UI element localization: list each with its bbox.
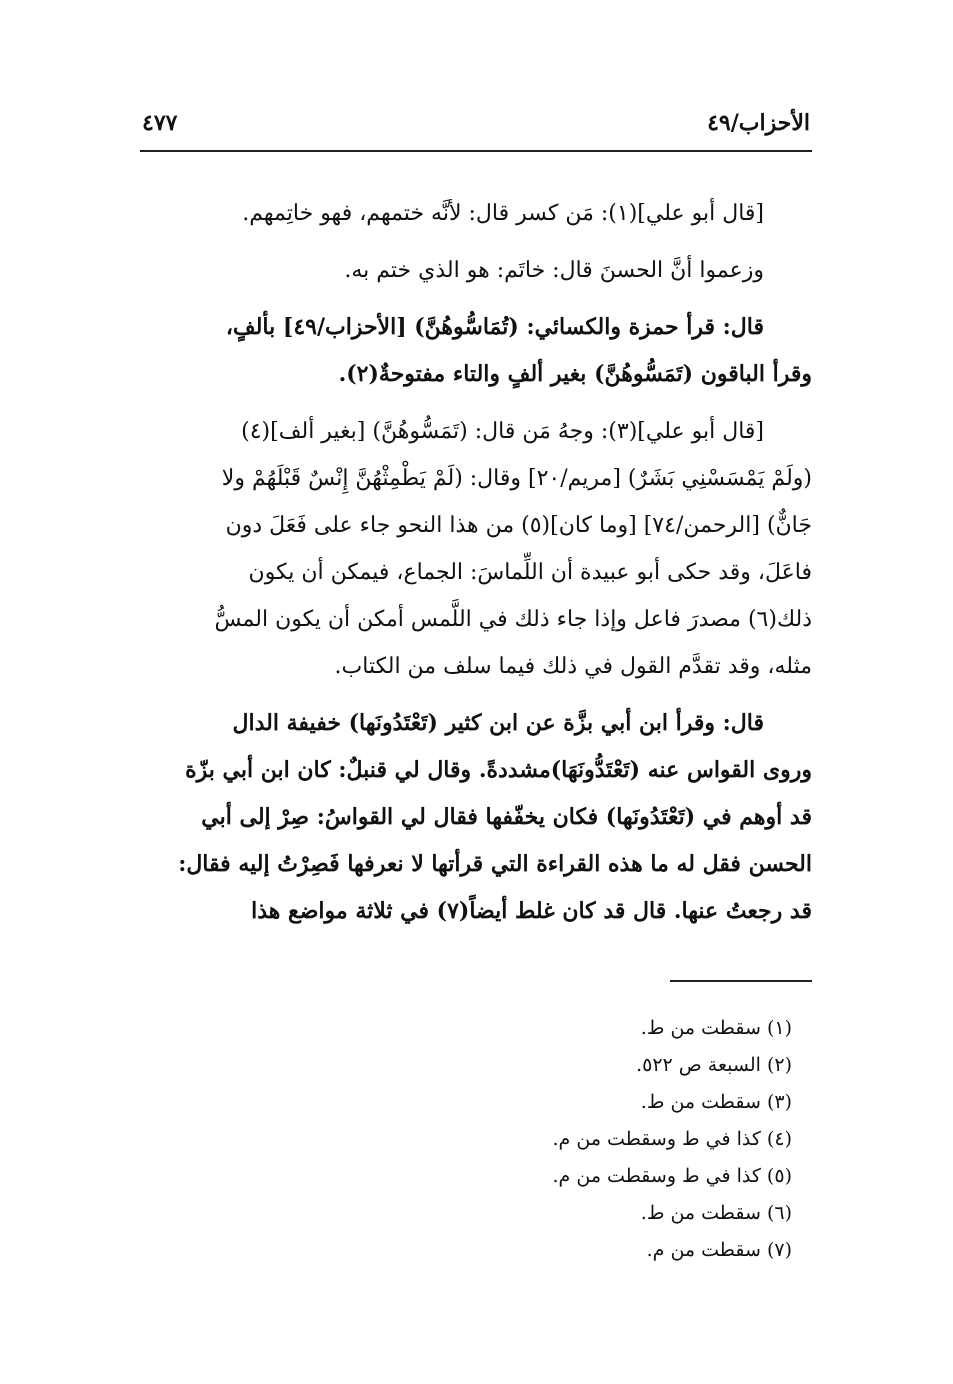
text-line: فاعَلَ، وقد حكى أبو عبيدة أن اللِّماسَ: الجماع، فيمكن أن يكون — [248, 560, 812, 585]
footnote: (٤) كذا في ط وسقطت من م. — [552, 1128, 792, 1150]
text-line: [قال أبو علي](١): مَن كسر قال: لأنَّه ختمهم، فهو خاتِمهم. — [242, 201, 764, 226]
text-line: قال: قرأ حمزة والكسائي: (تُمَاسُّوهُنَّ) [الأحزاب/٤٩] بألفٍ، — [225, 314, 764, 340]
bold-paragraph — [140, 304, 812, 398]
text-line: ذلك(٦) مصدرَ فاعل وإذا جاء ذلك في اللَّمس أمكن أن يكون المسُّ — [214, 607, 812, 632]
text-line: جَانٌّ) [الرحمن/٧٤] [وما كان](٥) من هذا النحو جاء على فَعَلَ دون — [225, 513, 812, 538]
running-title: الأحزاب/٤٩ — [707, 110, 810, 136]
paragraph — [140, 247, 812, 294]
footnotes — [360, 1010, 810, 1269]
text-line: قال: وقرأ ابن أبي بزَّة عن ابن كثير (تَعْتَدُونَها) خفيفة الدال — [232, 710, 764, 736]
text-line: قد أوهم في (تَعْتَدُونَها) فكان يخفّفها فقال لي القواسُ: صِرْ إلى أبي — [201, 804, 812, 830]
running-head — [142, 110, 810, 146]
footnote: (١) سقطت من ط. — [640, 1017, 792, 1039]
footnote-rule — [670, 980, 812, 982]
paragraph — [140, 408, 812, 690]
header-rule — [140, 150, 812, 152]
main-text — [140, 190, 812, 945]
paragraph — [140, 190, 812, 237]
text-line: (ولَمْ يَمْسَسْنِي بَشَرٌ) [مريم/٢٠] وقال: (لَمْ يَطْمِثْهُنَّ إِنْسٌ قَبْلَهُمْ ولا — [221, 466, 812, 491]
bold-paragraph — [140, 700, 812, 935]
footnote: (٧) سقطت من م. — [646, 1239, 792, 1261]
footnote: (٦) سقطت من ط. — [640, 1202, 792, 1224]
footnote: (٣) سقطت من ط. — [640, 1091, 792, 1113]
text-line: [قال أبو علي](٣): وجهُ مَن قال: (تَمَسُّوهُنَّ) [بغير ألف](٤) — [241, 419, 764, 444]
footnote: (٥) كذا في ط وسقطت من م. — [552, 1165, 792, 1187]
text-line: الحسن فقل له ما هذه القراءة التي قرأتها لا نعرفها فَصِرْتُ إليه فقال: — [178, 851, 812, 877]
text-line: قد رجعتُ عنها. قال قد كان غلط أيضاً(٧) في ثلاثة مواضع هذا — [251, 898, 812, 924]
page-number: ٤٧٧ — [142, 110, 178, 136]
text-line: وروى القواس عنه (تَعْتَدُّونَهَا)مشددةً. وقال لي قنبلٌ: كان ابن أبي بزّة — [185, 757, 812, 783]
text-line: مثله، وقد تقدَّم القول في ذلك فيما سلف من الكتاب. — [334, 654, 812, 679]
text-line: وزعموا أنَّ الحسنَ قال: خاتَم: هو الذي ختم به. — [344, 258, 764, 283]
text-line: وقرأ الباقون (تَمَسُّوهُنَّ) بغير ألفٍ والتاء مفتوحةٌ(٢). — [338, 361, 812, 387]
footnote: (٢) السبعة ص ٥٢٢. — [636, 1054, 792, 1076]
